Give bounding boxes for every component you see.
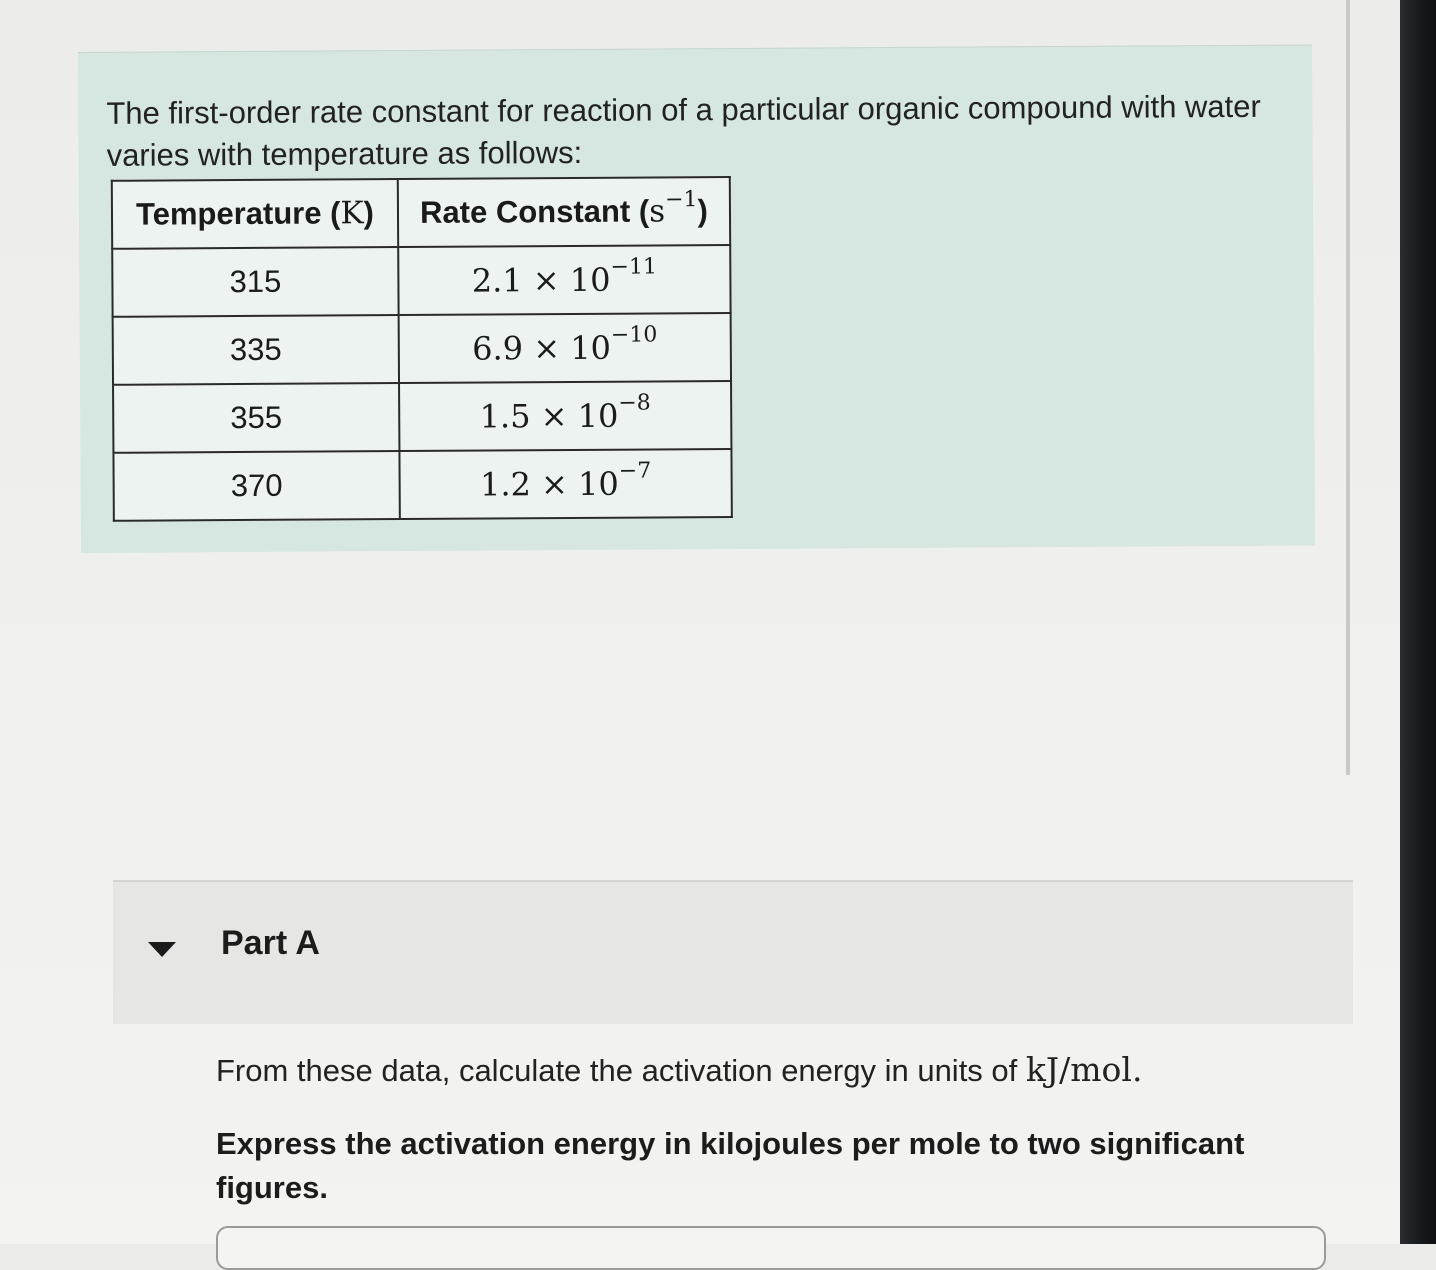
- intro-text: The first-order rate constant for reaction of a particular organic compound with water varies with temperature as follows:: [106, 88, 1261, 173]
- temperature-cell: 355: [113, 383, 399, 453]
- table-header-row: [112, 177, 730, 249]
- rate-constant-table: [111, 176, 733, 522]
- table-row: [113, 449, 731, 521]
- table-row: [112, 245, 730, 317]
- temperature-cell: 335: [113, 315, 399, 385]
- table-row: [113, 381, 731, 453]
- table-row: [113, 313, 731, 385]
- triangle-down-icon[interactable]: [147, 938, 177, 960]
- answer-input-box[interactable]: [216, 1226, 1326, 1270]
- rate-constant-cell: $1.5 \times 10^{-8}$: [399, 381, 731, 451]
- unit-kj-per-mol: kJ/mol.: [1025, 1050, 1143, 1089]
- screen-bezel: [1400, 0, 1436, 1244]
- page-edge-line: [1346, 0, 1350, 775]
- problem-intro-panel: [78, 44, 1315, 553]
- part-a-header[interactable]: [113, 882, 1353, 1024]
- rate-constant-cell: $2.1 \times 10^{-11}$: [398, 245, 730, 315]
- rate-constant-cell: $6.9 \times 10^{-10}$: [399, 313, 731, 383]
- temperature-cell: 370: [113, 451, 399, 521]
- answer-instruction: Express the activation energy in kilojoules per mole to two significant figures.: [216, 1126, 1245, 1205]
- question-text: From these data, calculate the activation energy in units of kJ/mol.: [216, 1050, 1143, 1089]
- rate-constant-cell: $1.2 \times 10^{-7}$: [399, 449, 731, 519]
- column-header-temperature: Temperature (K): [112, 179, 398, 249]
- column-header-rate-constant: Rate Constant $(s^{-1})$: [398, 177, 730, 247]
- part-title: Part A: [221, 924, 320, 962]
- temperature-cell: 315: [112, 247, 398, 317]
